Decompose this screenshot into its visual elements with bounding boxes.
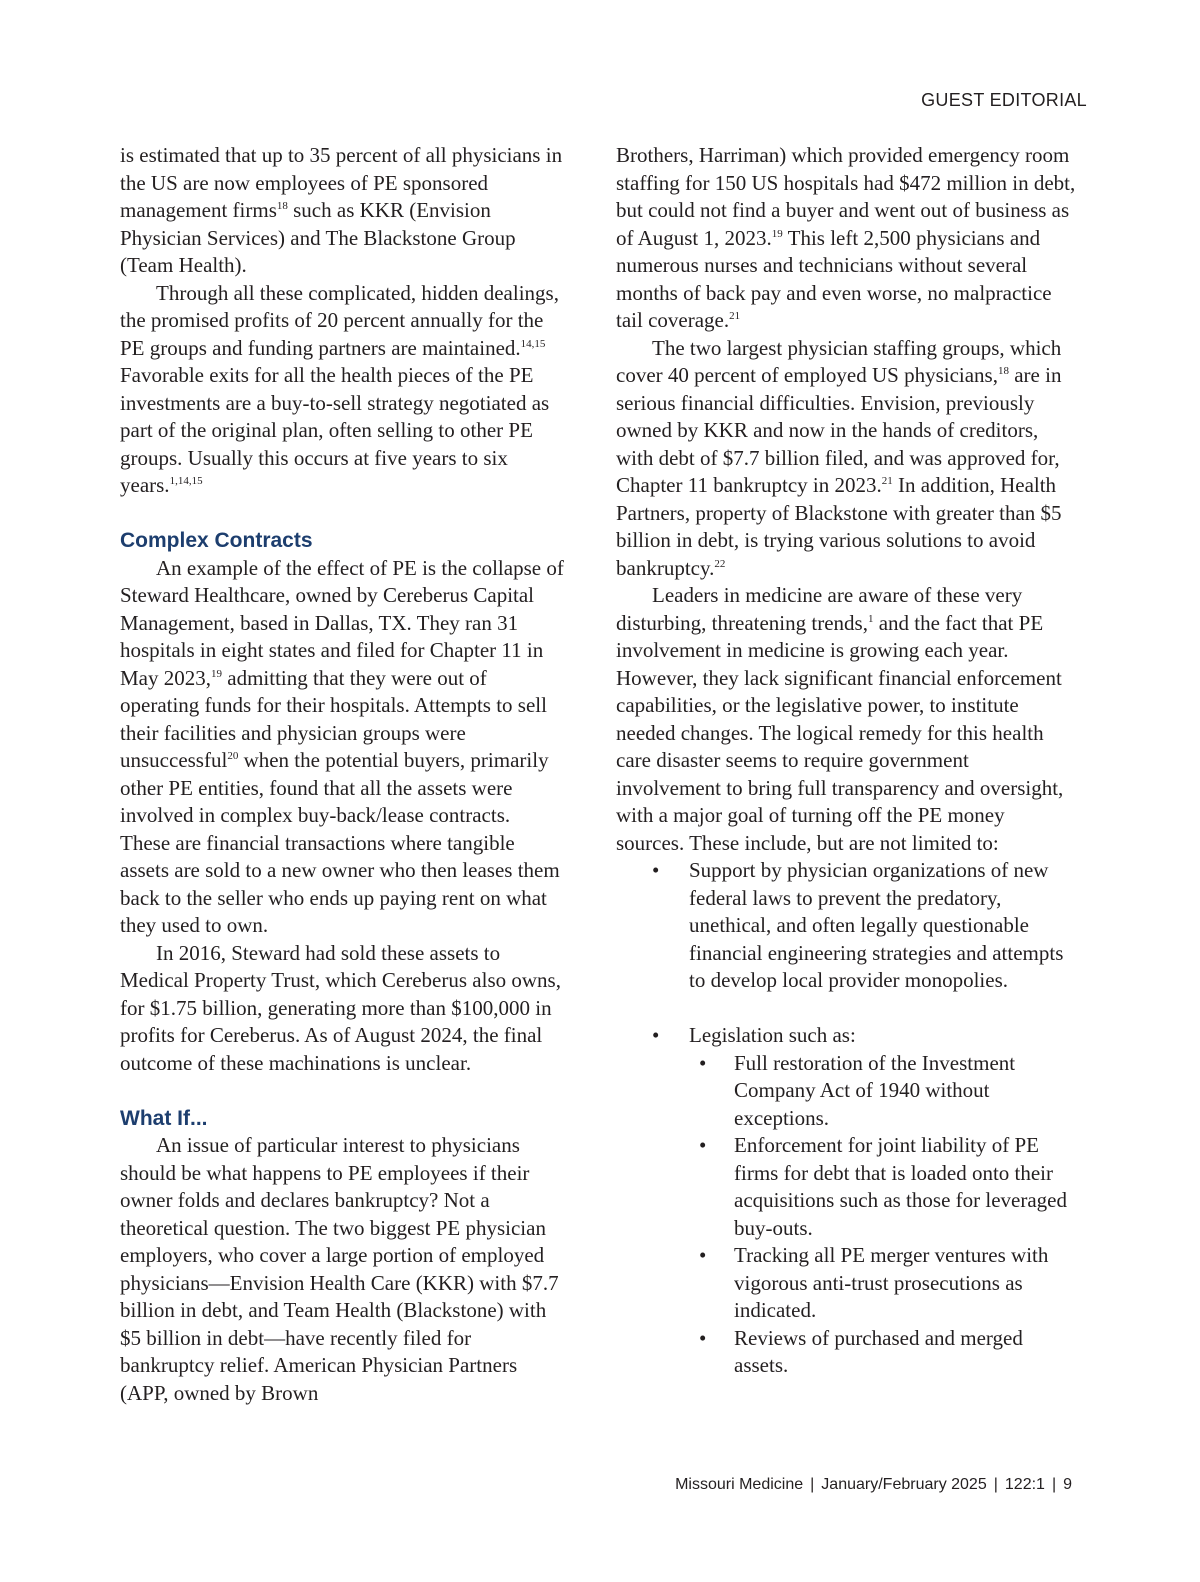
bullet-icon: • bbox=[652, 1023, 660, 1047]
paragraph bbox=[616, 142, 1076, 335]
paragraph bbox=[120, 280, 565, 500]
bullet-icon: • bbox=[699, 1243, 707, 1267]
text-run: The two largest physician staffing groups, which cover 40 percent of employed US physicians, bbox=[616, 335, 1062, 387]
bullet-list bbox=[616, 857, 1076, 1380]
sub-list-item bbox=[689, 1242, 1076, 1325]
section-heading-complex-contracts: Complex Contracts bbox=[120, 529, 313, 552]
page-number: 9 bbox=[1063, 1476, 1072, 1493]
text-run: This left 2,500 physicians and numerous nurses and technicians without several months of back pay and even worse, no malpractice tail coverage. bbox=[616, 225, 1052, 332]
citation: 21 bbox=[881, 474, 893, 487]
text-run: and the fact that PE involvement in medicine is growing each year. However, they lack significant financial enforcement capabilities, or the legislative power, to institute needed changes. The logical remedy for this health care disaster seems to require government involvement to bring full transparency and oversight, with a major goal of turning off the PE money sources. These include, but are not limited to: bbox=[616, 610, 1064, 855]
issue-date: January/February 2025 bbox=[821, 1476, 987, 1493]
citation: 18 bbox=[997, 364, 1009, 377]
text-run: Leaders in medicine are aware of these very disturbing, threatening trends, bbox=[616, 583, 1023, 635]
citation: 14,15 bbox=[520, 337, 546, 350]
sub-list-item bbox=[689, 1132, 1076, 1242]
paragraph bbox=[120, 555, 565, 940]
list-item-text: Legislation such as: bbox=[689, 1023, 856, 1047]
sub-bullet-list bbox=[689, 1050, 1076, 1380]
list-item-text: Tracking all PE merger ventures with vigorous anti-trust prosecutions as indicated. bbox=[734, 1243, 1049, 1322]
paragraph bbox=[616, 582, 1076, 857]
paragraph bbox=[616, 335, 1076, 583]
section-header: GUEST EDITORIAL bbox=[921, 90, 1087, 110]
sub-list-item bbox=[689, 1325, 1076, 1380]
page-footer bbox=[675, 1476, 1072, 1494]
citation: 1,14,15 bbox=[169, 474, 203, 487]
citation: 19 bbox=[771, 227, 783, 240]
text-run: is estimated that up to 35 percent of all physicians in the US are now employees of PE sponsored management firms bbox=[120, 143, 563, 222]
citation: 22 bbox=[714, 557, 726, 570]
list-item bbox=[616, 857, 1076, 995]
paragraph: An issue of particular interest to physicians should be what happens to PE employees if their owner folds and declares bankruptcy? Not a theoretical question. The two biggest PE physician employers, who cover a large portion of employed physicians—Envision Health Care (KKR) with $7.7 billion in debt, and Team Health (Blackstone) with $5 billion in debt—have recently filed for bankruptcy relief. American Physician Partners (APP, owned by Brown bbox=[120, 1133, 559, 1405]
citation: 18 bbox=[276, 199, 288, 212]
footer-separator: | bbox=[993, 1476, 998, 1493]
left-column bbox=[120, 142, 565, 1407]
text-run: when the potential buyers, primarily other PE entities, found that all the assets were involved in complex buy-back/lease contracts. These are financial transactions where tangible assets are sold to a new owner who then leases them back to the seller who ends up paying rent on what they used to own. bbox=[120, 748, 560, 937]
list-item-text: Support by physician organizations of new federal laws to prevent the predatory, unethical, and often legally questionable financial engineering strategies and attempts to develop local provider monopolies. bbox=[689, 858, 1064, 992]
citation: 21 bbox=[729, 309, 741, 322]
list-item-text: Full restoration of the Investment Company Act of 1940 without exceptions. bbox=[734, 1050, 1016, 1130]
paragraph: In 2016, Steward had sold these assets to Medical Property Trust, which Cereberus also owns, for $1.75 billion, generating more than $100,000 in profits for Cereberus. As of August 2024, the final outcome of these machinations is unclear. bbox=[120, 940, 561, 1075]
right-column bbox=[616, 142, 1076, 1380]
text-run: Brothers, Harriman) which provided emergency room staffing for 150 US hospitals had $472 million in debt, but could not find a buyer and went out of business as of August 1, 2023. bbox=[616, 143, 1076, 250]
text-run: Favorable exits for all the health pieces of the PE investments are a buy-to-sell strategy negotiated as part of the original plan, often selling to other PE groups. Usually this occurs at five years to six years. bbox=[120, 363, 550, 497]
citation: 1 bbox=[867, 612, 874, 625]
bullet-icon: • bbox=[699, 1050, 707, 1075]
volume-number: 122:1 bbox=[1004, 1476, 1045, 1493]
bullet-icon: • bbox=[652, 858, 660, 882]
list-item-text: Reviews of purchased and merged assets. bbox=[734, 1325, 1023, 1377]
journal-name: Missouri Medicine bbox=[675, 1476, 804, 1493]
section-heading-what-if: What If... bbox=[120, 1106, 208, 1130]
paragraph bbox=[120, 142, 565, 280]
citation: 20 bbox=[227, 749, 239, 762]
bullet-icon: • bbox=[699, 1133, 707, 1157]
text-run: admitting that they were out of operating funds for their hospitals. Attempts to sell their facilities and physician groups were unsuccessful bbox=[120, 665, 547, 772]
list-item bbox=[616, 1022, 1076, 1380]
text-run: are in serious financial difficulties. Envision, previously owned by KKR and now in the hands of creditors, with debt of $7.7 billion filed, and was approved for, Chapter 11 bankruptcy in 2023. bbox=[616, 363, 1062, 497]
citation: 19 bbox=[211, 667, 222, 680]
bullet-icon: • bbox=[699, 1325, 707, 1350]
list-item-text: Enforcement for joint liability of PE firms for debt that is loaded onto their acquisitions such as those for leveraged buy-outs. bbox=[734, 1133, 1067, 1240]
text-run: such as KKR (Envision Physician Services) and The Blackstone Group (Team Health). bbox=[120, 198, 516, 277]
text-run: In addition, Health Partners, property of Blackstone with greater than $5 billion in debt, is trying various solutions to avoid bankruptcy. bbox=[616, 473, 1062, 580]
sub-list-item bbox=[689, 1050, 1076, 1133]
text-run: An example of the effect of PE is the collapse of Steward Healthcare, owned by Cereberus Capital Management, based in Dallas, TX. They ran 31 hospitals in eight states and filed for Chapter 11 in May 2023, bbox=[120, 555, 564, 690]
footer-separator: | bbox=[1051, 1476, 1057, 1493]
text-run: Through all these complicated, hidden dealings, the promised profits of 20 percent annually for the PE groups and funding partners are maintained. bbox=[120, 280, 559, 360]
footer-separator: | bbox=[810, 1476, 815, 1493]
